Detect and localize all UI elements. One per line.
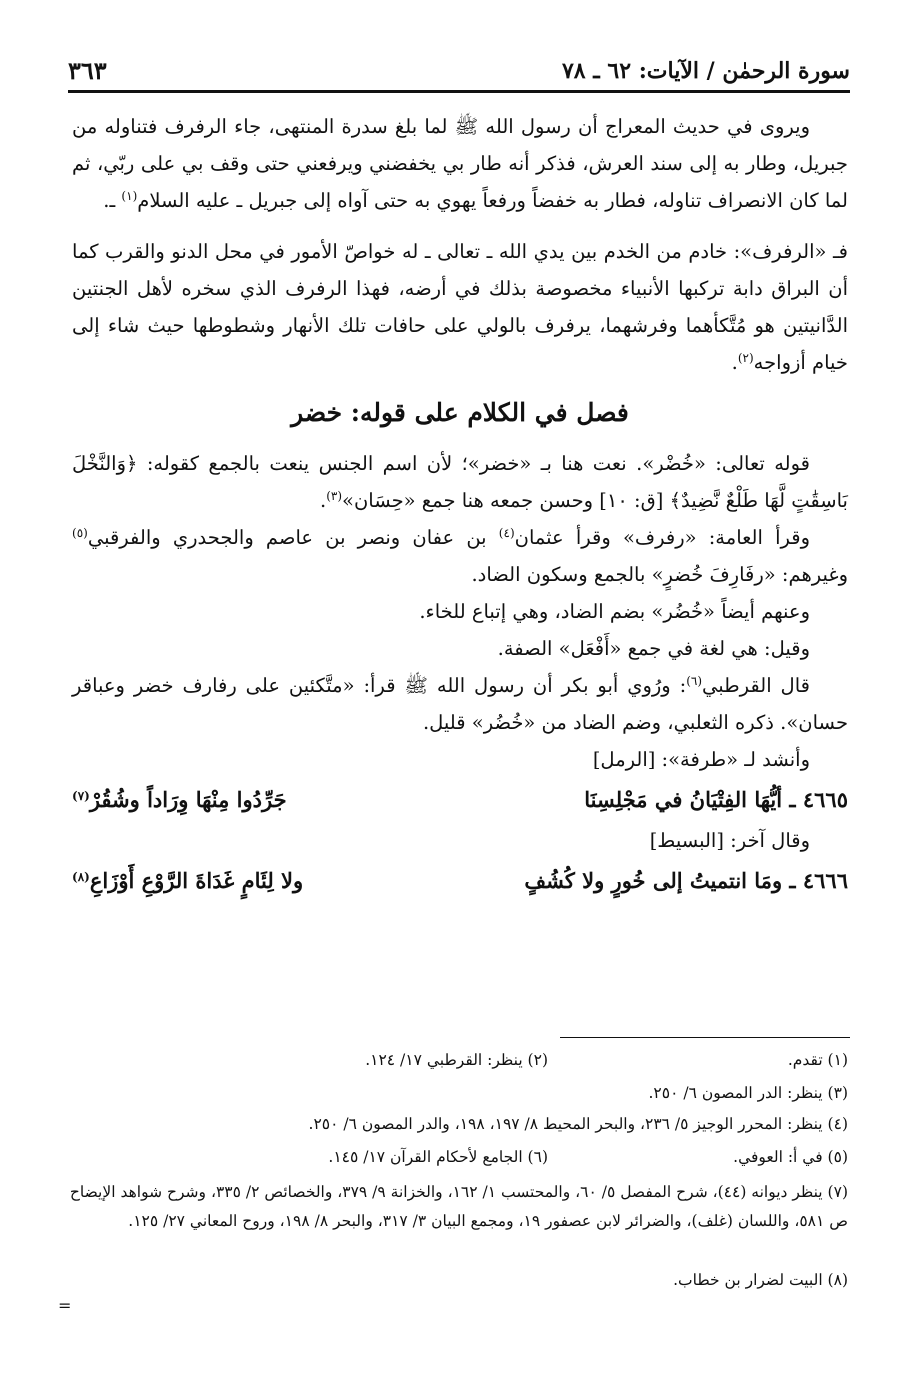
surah-title: سورة الرحمٰن / الآيات: ٦٢ ـ ٧٨ [561,58,850,84]
verse-intro-tarafa: وأنشد لـ «طرفة»: [الرمل] [592,748,810,771]
footnote-2: (٢) ينظر: القرطبي ١٧/ ١٢٤. [365,1051,548,1069]
footnote-ref-5: (٥) [72,526,88,540]
paragraph-miraj: ويروى في حديث المعراج أن رسول الله ﷺ لما بلغ سدرة المنتهى، جاء الرفرف فتناوله من جبريل، وطار به إلى سند العرش، فذكر أنه طار بي يخفضني ويرفعني حتى وقف بي على ربّي، ثم لما كان الانصراف تناوله، فطار به خفضاً ورفعاً يهوي به حتى آواه إلى جبريل ـ عليه السلام$^{(١)}$ ـ. [72,115,848,212]
footnote-ref-6: (٦) [686,674,703,688]
paragraph-rafraf: فـ «الرفرف»: خادم من الخدم بين يدي الله ـ تعالى ـ له خواصّ الأمور في محل الدنو والقرب كما أن البراق دابة تركبها الأنبياء مخصوصة بذلك في أرضه، فهذا الرفرف الذي سخره لأهل الجنتين الدَّانيتين هو مُتَّكأهما وفرشهما، يرفرف بالولي على حافات تلك الأنهار وشطوطها حيث شاء إلى خيام أزواجه$^{(٢)}$. [72,240,848,374]
footnote-row [68,1141,848,1174]
footnote-4: (٤) ينظر: المحرر الوجيز ٥/ ٢٣٦، والبحر المحيط ٨/ ١٩٧، ١٩٨، والدر المصون ٦/ ٢٥٠. [308,1115,848,1133]
footnote-ref-1: (١) [121,189,138,203]
page-number: ٣٦٣ [68,56,107,85]
paragraph-lugha: وقيل: هي لغة في جمع «أَفْعَل» الصفة. [497,637,810,660]
footnote-7: (٧) ينظر ديوانه (٤٤)، شرح المفصل ٥/ ٦٠، والمحتسب ١/ ١٦٢، والخزانة ٩/ ٣٧٩، والخصائص ٢/ ٣٣٥، وشرح شواهد الإيضاح ص ٥٨١، واللسان (غلف)، والضرائر لابن عصفور ١٩، ومجمع البيان ٣/ ٣١٧، والبحر ٨/ ١٩٨، وروح المعاني ٢٧/ ١٢٥. [69,1183,848,1230]
footnote-ref-8: (٨) [72,870,90,884]
running-header [68,54,850,94]
footnote-ref-4: (٤) [498,526,515,540]
paragraph-readings: وقرأ العامة: «رفرف» وقرأ عثمان$^{(٤)}$ بن عفان ونصر بن عاصم والجحدري والفرقبي$^{(٥)}$ وغيرهم: «رفَارِفَ خُضرٍ» بالجمع وسكون الضاد. [72,526,848,586]
footnote-separator [560,1037,850,1038]
paragraph-khudr: قوله تعالى: «خُضْر». نعت هنا بـ «خضر»؛ لأن اسم الجنس ينعت بالجمع كقوله: ﴿وَالنَّخْلَ بَاسِقَٰتٍ لَّهَا طَلْعٌ نَّضِيدٌ﴾ [ق: ١٠] وحسن جمعه هنا جمع «حِسَان»$^{(٣)}$. [72,452,848,512]
poetry-verse [72,861,848,901]
continuation-mark: = [58,1296,72,1315]
footnote-6: (٦) الجامع لأحكام القرآن ١٧/ ١٤٥. [328,1148,548,1166]
verse-first-hemistich: ٤٦٦٦ ـ ومَا انتميتُ إلى خُورٍ ولا كُشُفٍ [524,868,848,893]
paragraph-damm: وعنهم أيضاً «خُضُر» بضم الضاد، وهي إتباع للخاء. [419,600,810,623]
poetry-verse [72,780,848,820]
footnote-row [68,1044,848,1077]
footnote-8: (٨) البيت لضرار بن خطاب. [673,1271,848,1289]
verse-second-hemistich: جَرِّدُوا مِنْهَا وِرَاداً وشُقُرْ$^{(٧)}$ [72,787,287,812]
footnote-3: (٣) ينظر: الدر المصون ٦/ ٢٥٠. [648,1084,848,1102]
footnotes [68,1044,848,1297]
footnote-ref-2: (٢) [737,351,754,365]
main-text [72,108,848,903]
footnote-5: (٥) في أ: العوفي. [733,1148,848,1166]
verse-first-hemistich: ٤٦٦٥ ـ أيُّهَا الفِتْيَانُ في مَجْلِسِنَا [584,787,848,812]
section-heading: فصل في الكلام على قوله: خضر [291,398,629,427]
verse-intro-other: وقال آخر: [البسيط] [649,829,810,852]
footnote-ref-7: (٧) [72,789,90,803]
footnote-1: (١) تقدم. [787,1051,848,1069]
footnote-ref-3: (٣) [326,489,343,503]
paragraph-qurtubi: قال القرطبي$^{(٦)}$: ورُوي أبو بكر أن رسول الله ﷺ قرأ: «متَّكئين على رفارف خضر وعباقر حسان». ذكره الثعلبي، وضم الضاد من «خُضُر» قليل. [72,674,848,734]
verse-second-hemistich: ولا لِئَامٍ غَدَاةَ الرَّوْعِ أَوْزَاعِ$^{(٨)}$ [72,868,304,893]
header-rule [68,90,850,93]
